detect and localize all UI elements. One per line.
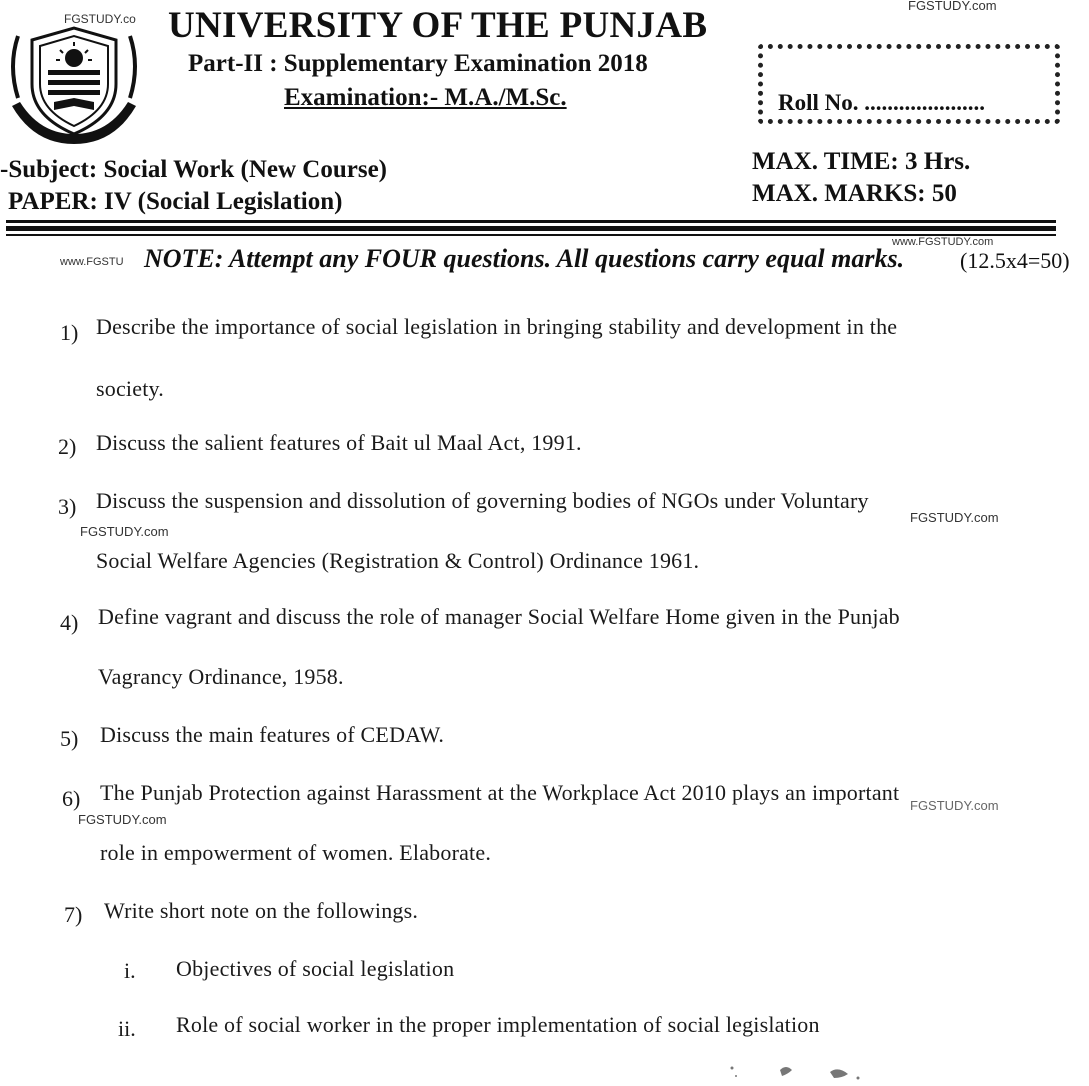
instructions-note: NOTE: Attempt any FOUR questions. All questions carry equal marks. [144,244,905,273]
question-text-continued: Social Welfare Agencies (Registration & Control) Ordinance 1961. [96,548,700,573]
header-rule-thin [6,220,1056,223]
question-number: 3) [58,494,77,519]
question-text-continued: Vagrancy Ordinance, 1958. [98,664,344,689]
question-text: Describe the importance of social legislation in bringing stability and development in the [96,314,898,339]
sub-question-number: i. [124,958,136,983]
watermark-note-right: www.FGSTUDY.com [892,236,994,248]
university-title: UNIVERSITY OF THE PUNJAB [168,5,708,46]
watermark-top-left: FGSTUDY.co [64,12,136,26]
watermark-q3-right: FGSTUDY.com [910,510,999,525]
question-number: 4) [60,610,79,635]
sub-question-number: ii. [118,1016,136,1041]
watermark-top-right: FGSTUDY.com [908,0,997,13]
sub-question-text: Role of social worker in the proper implementation of social legislation [176,1012,820,1037]
watermark-note-left: www.FGSTU [60,256,124,268]
sub-question-text: Objectives of social legislation [176,956,455,981]
header-rule-thick [6,226,1056,231]
question-text: Discuss the main features of CEDAW. [100,722,445,747]
roll-number-label: Roll No. ..................... [778,90,985,115]
question-text: Write short note on the followings. [104,898,419,923]
university-crest-logo [4,6,144,146]
question-number: 6) [62,786,81,811]
max-time: MAX. TIME: 3 Hrs. [752,148,971,175]
question-number: 7) [64,902,83,927]
subject-line: -Subject: Social Work (New Course) [0,156,387,183]
marks-distribution: (12.5x4=50) [960,248,1070,273]
question-text: Define vagrant and discuss the role of manager Social Welfare Home given in the Punjab [98,604,900,629]
scan-noise-mark [720,1060,880,1084]
question-text: Discuss the suspension and dissolution of governing bodies of NGOs under Voluntary [96,488,869,513]
question-text-continued: role in empowerment of women. Elaborate. [100,840,492,865]
question-number: 5) [60,726,79,751]
question-number: 1) [60,320,79,345]
examination-title: Examination:- M.A./M.Sc. [284,84,567,111]
question-text-continued: society. [96,376,164,401]
watermark-q6-left: FGSTUDY.com [78,812,167,827]
exam-part-title: Part-II : Supplementary Examination 2018 [188,50,648,77]
question-text: Discuss the salient features of Bait ul Maal Act, 1991. [96,430,582,455]
question-number: 2) [58,434,77,459]
max-marks: MAX. MARKS: 50 [752,180,957,207]
question-text: The Punjab Protection against Harassment at the Workplace Act 2010 plays an important [100,780,900,805]
paper-line: PAPER: IV (Social Legislation) [8,188,343,215]
header-rule-bottom [6,234,1056,236]
watermark-q3-left: FGSTUDY.com [80,524,169,539]
watermark-q6-right: FGSTUDY.com [910,798,999,813]
